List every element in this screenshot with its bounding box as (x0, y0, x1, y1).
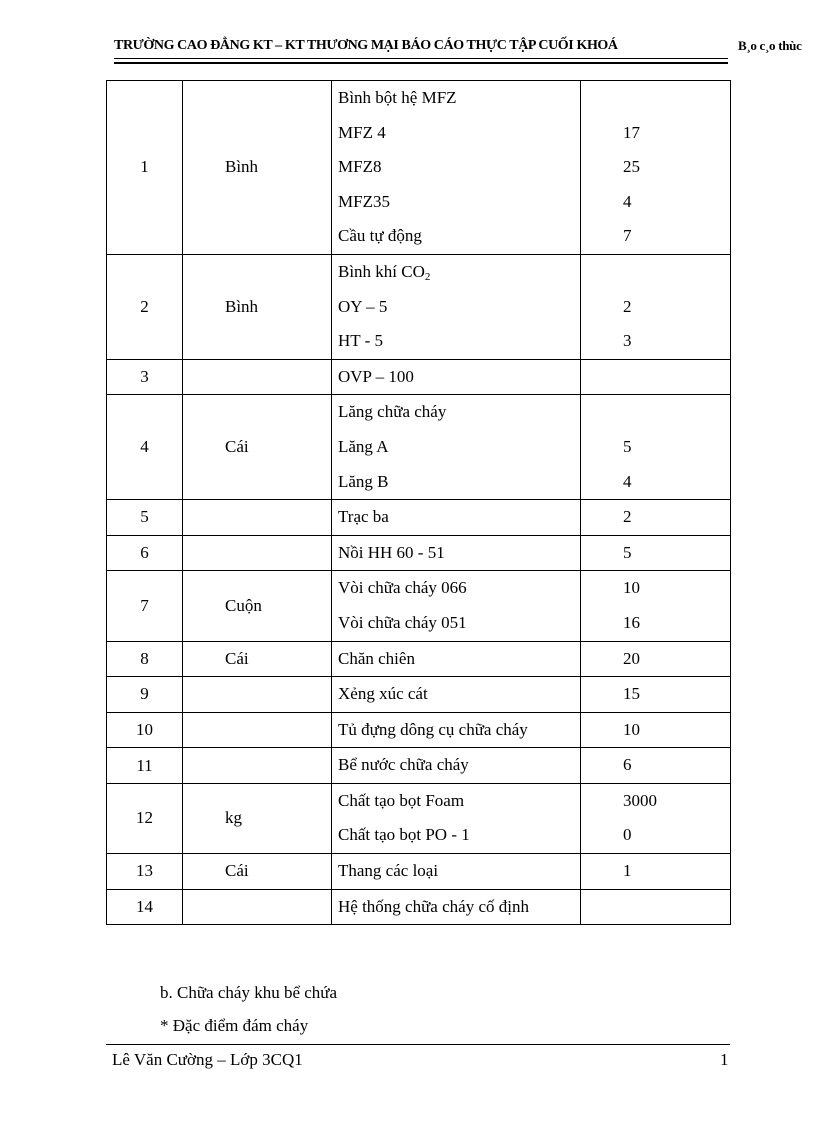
item-quantity: 7 (623, 226, 632, 246)
item-name (338, 395, 580, 430)
row-item-names (332, 395, 581, 500)
item-name (338, 255, 580, 290)
row-quantities (581, 783, 731, 853)
item-quantity: 4 (623, 471, 632, 491)
row-unit (183, 677, 332, 713)
row-quantities (581, 254, 731, 359)
header-title: TRƯỜNG CAO ĐẲNG KT – KT THƯƠNG MẠI BÁO CÁO THỰC TẬP CUỐI KHOÁ (114, 38, 618, 53)
row-number: 11 (107, 748, 183, 784)
item-quantity: 4 (623, 191, 632, 211)
row-unit: Cái (183, 395, 332, 500)
row-unit (183, 748, 332, 784)
row-number: 14 (107, 889, 183, 925)
item-name-text: MFZ 4 (338, 122, 386, 142)
item-name (338, 818, 580, 853)
item-quantity (623, 81, 730, 116)
item-name (338, 571, 580, 606)
row-unit: Cái (183, 854, 332, 890)
row-unit: Cuộn (183, 571, 332, 641)
item-quantity: 2 (623, 296, 632, 316)
page-header (114, 38, 814, 60)
row-item-names (332, 359, 581, 395)
item-name (338, 748, 580, 783)
item-name (338, 219, 580, 254)
item-name-text: MFZ35 (338, 191, 390, 211)
item-quantity: 5 (623, 436, 632, 456)
item-name (338, 854, 580, 889)
item-quantity: 16 (623, 612, 640, 632)
item-name (338, 116, 580, 151)
item-name-text: Chất tạo bọt Foam (338, 790, 465, 810)
table-row (107, 535, 731, 571)
co2-subscript: 2 (424, 270, 431, 283)
row-quantities (581, 359, 731, 395)
item-name (338, 677, 580, 712)
row-item-names (332, 81, 581, 255)
item-name (338, 784, 580, 819)
row-unit: kg (183, 783, 332, 853)
row-number: 9 (107, 677, 183, 713)
item-quantity (623, 255, 730, 290)
row-number: 8 (107, 641, 183, 677)
row-quantities (581, 677, 731, 713)
row-quantities (581, 889, 731, 925)
row-item-names (332, 535, 581, 571)
item-name-text: Bể nước chữa cháy (338, 755, 469, 775)
item-quantity: 6 (623, 755, 632, 775)
table-row (107, 677, 731, 713)
header-rule-thick (114, 62, 728, 64)
row-quantities (581, 571, 731, 641)
item-name-text: OY – 5 (338, 296, 388, 316)
item-name-text: Bình khí CO (338, 261, 425, 281)
item-name (338, 500, 580, 535)
item-name-text: Xẻng xúc cát (338, 684, 428, 704)
item-quantity (623, 395, 730, 430)
item-name (338, 360, 580, 395)
item-name-text: MFZ8 (338, 157, 382, 177)
item-quantity (623, 890, 730, 925)
item-quantity: 20 (623, 648, 640, 668)
row-item-names (332, 748, 581, 784)
row-unit (183, 359, 332, 395)
row-number: 4 (107, 395, 183, 500)
row-quantities (581, 500, 731, 536)
header-rule (114, 58, 728, 59)
row-item-names (332, 854, 581, 890)
item-quantity: 3 (623, 331, 632, 351)
row-number: 5 (107, 500, 183, 536)
item-name (338, 430, 580, 465)
row-unit (183, 712, 332, 748)
item-name (338, 642, 580, 677)
item-name-text: Lăng A (338, 436, 389, 456)
item-name (338, 290, 580, 325)
item-name (338, 81, 580, 116)
table-row (107, 641, 731, 677)
row-number: 7 (107, 571, 183, 641)
row-quantities (581, 395, 731, 500)
table-row (107, 712, 731, 748)
row-quantities (581, 854, 731, 890)
item-name-text: OVP – 100 (338, 366, 414, 386)
section-heading-b: b. Chữa cháy khu bể chứa (160, 983, 338, 1002)
table-row (107, 359, 731, 395)
row-unit (183, 889, 332, 925)
row-item-names (332, 712, 581, 748)
row-unit: Cái (183, 641, 332, 677)
row-number: 12 (107, 783, 183, 853)
row-unit: Bình (183, 254, 332, 359)
item-quantity: 5 (623, 542, 632, 562)
table-row (107, 254, 731, 359)
item-name-text: Trạc ba (338, 507, 389, 527)
row-unit (183, 535, 332, 571)
item-name (338, 465, 580, 500)
table-row (107, 889, 731, 925)
row-item-names (332, 889, 581, 925)
row-number: 1 (107, 81, 183, 255)
item-name (338, 606, 580, 641)
row-quantities (581, 748, 731, 784)
row-item-names (332, 254, 581, 359)
item-name (338, 536, 580, 571)
item-quantity: 3000 (623, 790, 657, 810)
item-quantity: 17 (623, 122, 640, 142)
item-name-text: Tủ đựng dông cụ chữa cháy (338, 719, 528, 739)
header-right-text: B¸o c¸o thùc (738, 38, 802, 53)
row-unit: Bình (183, 81, 332, 255)
item-name (338, 890, 580, 925)
item-name-text: Chất tạo bọt PO - 1 (338, 825, 470, 845)
item-name (338, 713, 580, 748)
table-row (107, 854, 731, 890)
row-quantities (581, 712, 731, 748)
item-name-text: Cầu tự động (338, 226, 422, 246)
item-name-text: Chăn chiên (338, 648, 415, 668)
item-quantity: 15 (623, 684, 640, 704)
row-number: 13 (107, 854, 183, 890)
item-name-text: Lăng chữa cháy (338, 402, 447, 422)
table-row (107, 500, 731, 536)
item-name (338, 185, 580, 220)
footer-rule (106, 1044, 730, 1045)
row-item-names (332, 677, 581, 713)
item-quantity: 10 (623, 719, 640, 739)
table-row (107, 81, 731, 255)
item-quantity: 1 (623, 861, 632, 881)
item-name-text: Hệ thống chữa cháy cố định (338, 896, 529, 916)
row-item-names (332, 641, 581, 677)
item-name-text: HT - 5 (338, 331, 384, 351)
row-item-names (332, 500, 581, 536)
row-number: 2 (107, 254, 183, 359)
item-quantity (623, 360, 730, 395)
table-row (107, 571, 731, 641)
item-name-text: Lăng B (338, 471, 389, 491)
item-name-text: Vòi chữa cháy 051 (338, 612, 467, 632)
row-quantities (581, 535, 731, 571)
item-name-text: Thang các loại (338, 861, 439, 881)
row-item-names (332, 571, 581, 641)
row-number: 3 (107, 359, 183, 395)
table-row (107, 748, 731, 784)
item-name-text: Bình bột hệ MFZ (338, 88, 457, 107)
item-name-text: Nồi HH 60 - 51 (338, 542, 445, 562)
item-quantity: 0 (623, 825, 632, 845)
row-number: 6 (107, 535, 183, 571)
item-name-text: Vòi chữa cháy 066 (338, 578, 467, 598)
item-quantity: 10 (623, 578, 640, 598)
equipment-table (106, 80, 731, 925)
row-unit (183, 500, 332, 536)
row-item-names (332, 783, 581, 853)
footer-author: Lê Văn Cường – Lớp 3CQ1 (112, 1050, 303, 1069)
table-row (107, 395, 731, 500)
table-row (107, 783, 731, 853)
page-number: 1 (720, 1050, 729, 1069)
section-subheading: * Đặc điểm đám cháy (160, 1016, 309, 1035)
row-number: 10 (107, 712, 183, 748)
item-name (338, 150, 580, 185)
row-quantities (581, 641, 731, 677)
equipment-table-body (107, 81, 731, 925)
item-quantity: 25 (623, 157, 640, 177)
row-quantities (581, 81, 731, 255)
item-name (338, 324, 580, 359)
item-quantity: 2 (623, 507, 632, 527)
